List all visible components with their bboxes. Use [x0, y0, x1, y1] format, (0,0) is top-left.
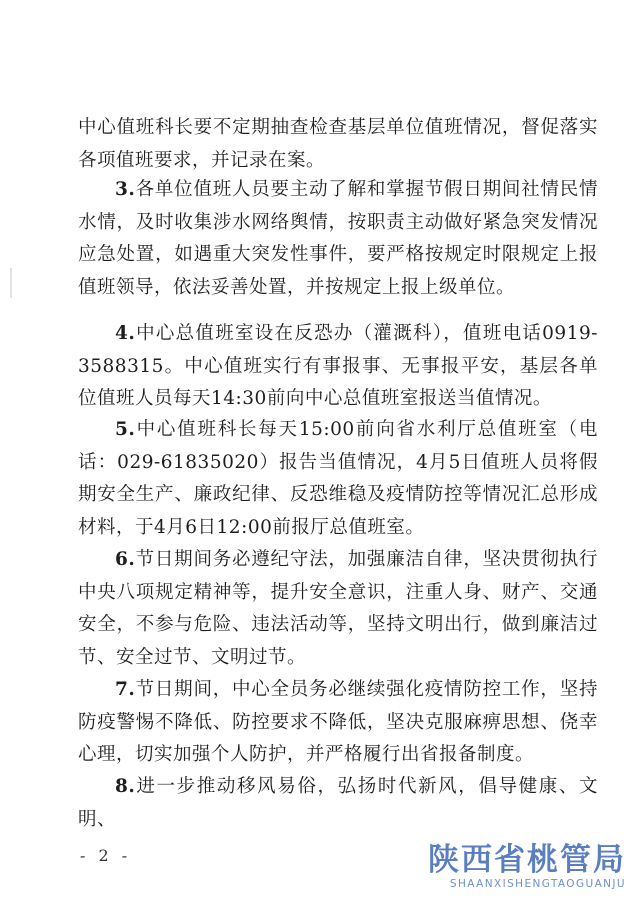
paragraph-item-3 — [78, 174, 598, 304]
paragraph-item-8 — [78, 771, 598, 836]
paragraph-text: 中心总值班室设在反恐办（灌溉科），值班电话0919-3588315。中心值班实行有事报事、无事报平安，基层各单位值班人员每天14:30前向中心总值班室报送当值情况。 — [78, 323, 598, 409]
page-number: - 2 - — [80, 846, 132, 865]
item-number: 7. — [115, 679, 136, 700]
item-number: 5. — [115, 419, 136, 440]
paragraph-item-7 — [78, 674, 598, 772]
paragraph-item-5 — [78, 414, 598, 544]
paragraph-item-4 — [78, 318, 598, 416]
watermark-logo — [428, 843, 626, 891]
paragraph-item-6 — [78, 544, 598, 674]
watermark-title: 陕西省桃管局 — [428, 842, 626, 878]
item-number: 8. — [115, 776, 136, 797]
paragraph-text: 节日期间务必遵纪守法，加强廉洁自律，坚决贯彻执行中央八项规定精神等，提升安全意识，注重人身、财产、交通安全，不参与危险、违法活动等，坚持文明出行，做到廉洁过节、安全过节、文明过节。 — [78, 549, 598, 668]
item-number: 4. — [115, 323, 136, 344]
item-number: 3. — [115, 179, 136, 200]
paragraph-text: 进一步推动移风易俗，弘扬时代新风，倡导健康、文明、 — [78, 776, 598, 830]
paragraph-text: 中心值班科长要不定期抽查检查基层单位值班情况，督促落实各项值班要求，并记录在案。 — [78, 117, 598, 171]
scan-artifact — [10, 268, 12, 298]
paragraph-text: 中心值班科长每天15:00前向省水利厅总值班室（电话：029-61835020）报告当值情况，4月5日值班人员将假期安全生产、廉政纪律、反恐维稳及疫情防控等情况汇总形成材料，于4月6日12:00前报厅总值班室。 — [78, 419, 598, 538]
watermark-subtitle: SHAANXISHENGTAOGUANJU — [449, 878, 626, 890]
item-number: 6. — [115, 549, 136, 570]
paragraph-text: 各单位值班人员要主动了解和掌握节假日期间社情民情水情，及时收集涉水网络舆情，按职责主动做好紧急突发情况应急处置，如遇重大突发性事件，要严格按规定时限规定上报值班领导，依法妥善处置，并按规定上报上级单位。 — [78, 179, 598, 298]
paragraph-continuation — [78, 112, 598, 177]
paragraph-text: 节日期间，中心全员务必继续强化疫情防控工作，坚持防疫警惕不降低、防控要求不降低，坚决克服麻痹思想、侥幸心理，切实加强个人防护，并严格履行出省报备制度。 — [78, 679, 598, 765]
